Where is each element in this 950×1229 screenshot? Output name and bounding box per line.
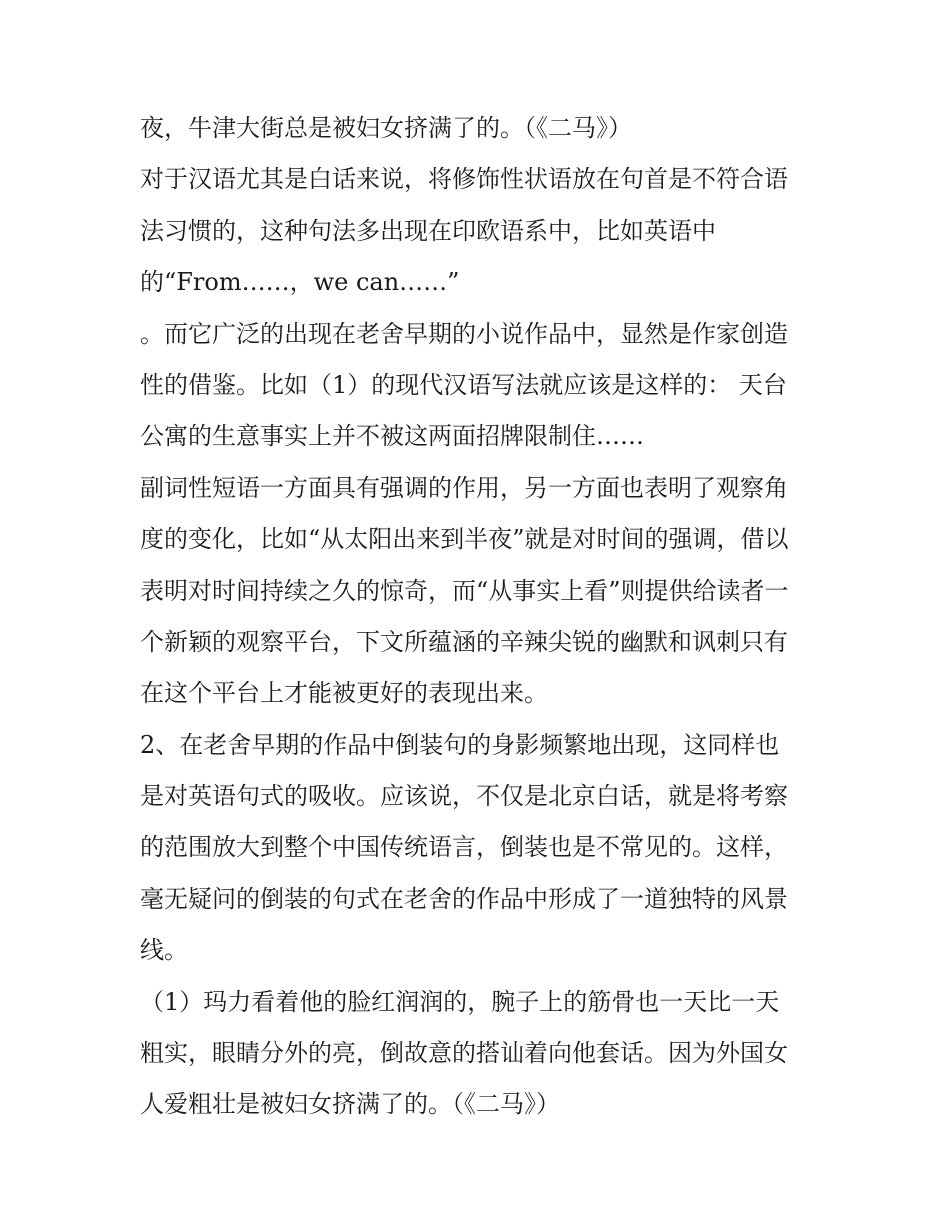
text-line: 对于汉语尤其是白话来说，将修饰性状语放在句首是不符合语: [140, 165, 788, 194]
text-line: 在这个平台上才能被更好的表现出来。: [140, 679, 548, 708]
text-line: 个新颖的观察平台，下文所蕴涵的辛辣尖锐的幽默和讽刺只有: [140, 627, 788, 656]
text-line: 度的变化，比如“从太阳出来到半夜”就是对时间的强调，借以: [140, 525, 789, 554]
text-line: （1）玛力看着他的脸红润润的，腕子上的筋骨也一天比一天: [140, 987, 780, 1016]
text-line: 毫无疑问的倒装的句式在老舍的作品中形成了一道独特的风景: [140, 884, 788, 913]
text-line: 副词性短语一方面具有强调的作用，另一方面也表明了观察角: [140, 473, 788, 502]
text-line: 的范围放大到整个中国传统语言，倒装也是不常见的。这样，: [140, 833, 788, 862]
text-line: 公寓的生意事实上并不被这两面招牌限制住……: [140, 422, 644, 451]
text-line: 性的借鉴。比如（1）的现代汉语写法就应该是这样的： 天台: [140, 370, 787, 399]
text-line: 夜，牛津大街总是被妇女挤满了的。（《二马》）: [140, 114, 632, 142]
text-line: 线。: [140, 936, 188, 965]
text-line: 。而它广泛的出现在老舍早期的小说作品中，显然是作家创造: [140, 319, 788, 348]
text-line: 2、在老舍早期的作品中倒装句的身影频繁地出现，这同样也: [140, 730, 780, 759]
text-line: 粗实，眼睛分外的亮，倒故意的搭讪着向他套话。因为外国女: [140, 1039, 788, 1068]
text-line: 人爱粗壮是被妇女挤满了的。（《二马》）: [140, 1090, 560, 1119]
text-line: 是对英语句式的吸收。应该说，不仅是北京白话，就是将考察: [140, 782, 788, 811]
text-line: 法习惯的，这种句法多出现在印欧语系中，比如英语中: [140, 216, 716, 245]
body-text: [140, 103, 820, 1131]
text-line: 表明对时间持续之久的惊奇，而“从事实上看”则提供给读者一: [140, 576, 789, 605]
text-line: 的“From……，we can……”: [140, 268, 460, 297]
